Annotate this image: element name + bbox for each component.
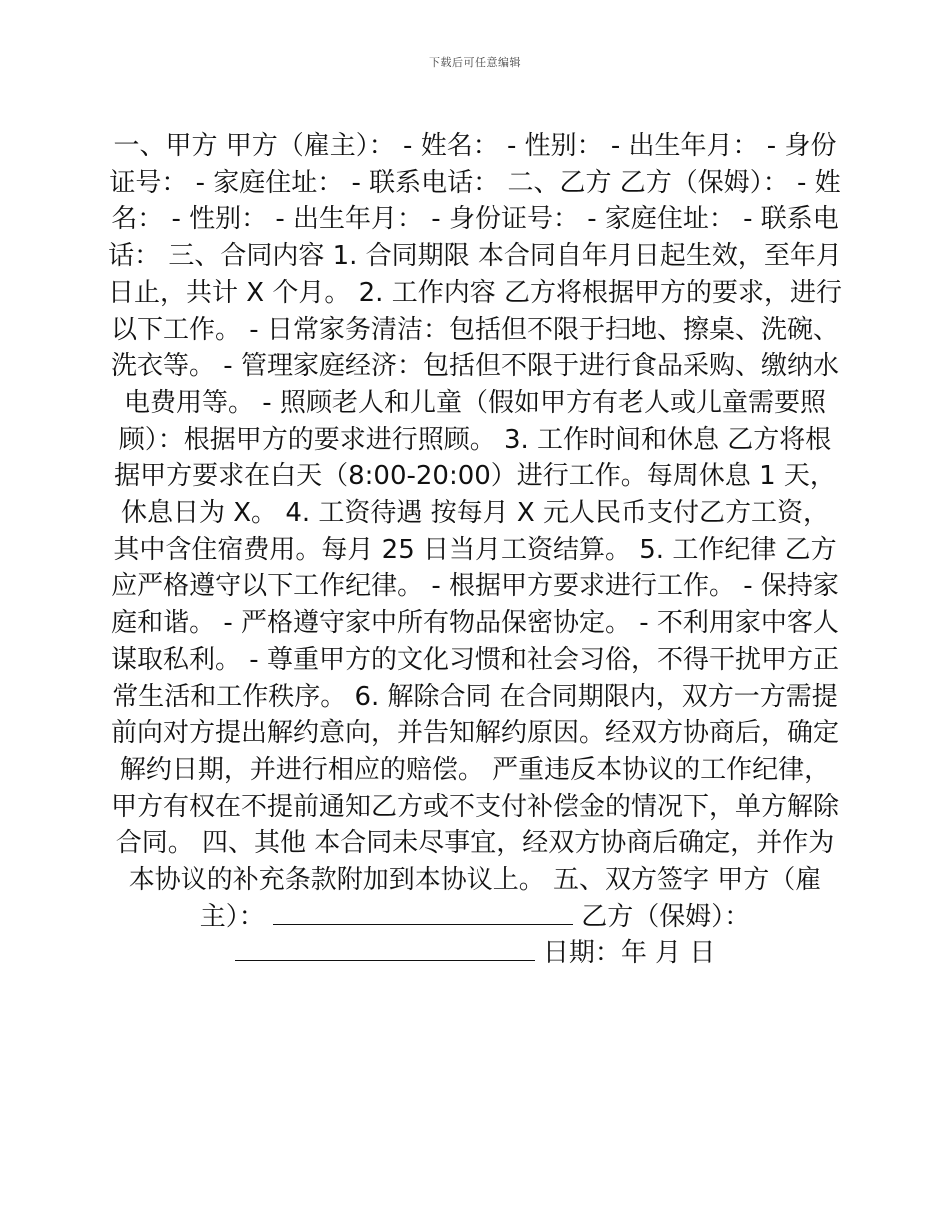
page-header-note: 下载后可任意编辑 (429, 56, 521, 69)
party-a-signature-line[interactable] (273, 902, 573, 925)
party-b-signature-label: 乙方（保姆）： (581, 901, 751, 932)
party-b-signature-line[interactable] (235, 938, 535, 961)
signature-date-label: 日期：年 月 日 (542, 938, 716, 969)
contract-body (108, 128, 842, 972)
contract-body-text: 一、甲方 甲方（雇主）： - 姓名： - 性别： - 出生年月： - 身份证号： - 家庭住址： - 联系电话： 二、乙方 乙方（保姆）： - 姓名： - 性别： - 出生年月： - 身份证号： - 家庭住址： - 联系电话： 三、合同内容 1. 合同期限 本合同自年月日起生效，至年月日止，共计 X 个月。 2. 工作内容 乙方将根据甲方的要求，进行以下工作。 - 日常家务清洁：包括但不限于扫地、擦桌、洗碗、洗衣等。 - 管理家庭经济：包括但不限于进行食品采购、缴纳水电费用等。 - 照顾老人和儿童（假如甲方有老人或儿童需要照顾）：根据甲方的要求进行照顾。 3. 工作时间和休息 乙方将根据甲方要求在白天（8:00-20:00）进行工作。每周休息 1 天，休息日为 X。 4. 工资待遇 按每月 X 元人民币支付乙方工资，其中含住宿费用。每月 25 日当月工资结算。 5. 工作纪律 乙方应严格遵守以下工作纪律。 - 根据甲方要求进行工作。 - 保持家庭和谐。 - 严格遵守家中所有物品保密协定。 - 不利用家中客人谋取私利。 - 尊重甲方的文化习惯和社会习俗，不得干扰甲方正常生活和工作秩序。 6. 解除合同 在合同期限内，双方一方需提前向对方提出解约意向，并告知解约原因。经双方协商后，确定解约日期，并进行相应的赔偿。 严重违反本协议的工作纪律，甲方有权在不提前通知乙方或不支付补偿金的情况下，单方解除合同。 四、其他 本合同未尽事宜，经双方协商后确定，并作为本协议的补充条款附加到本协议上。 五、双方签字 甲方（雇主）： (108, 131, 842, 932)
